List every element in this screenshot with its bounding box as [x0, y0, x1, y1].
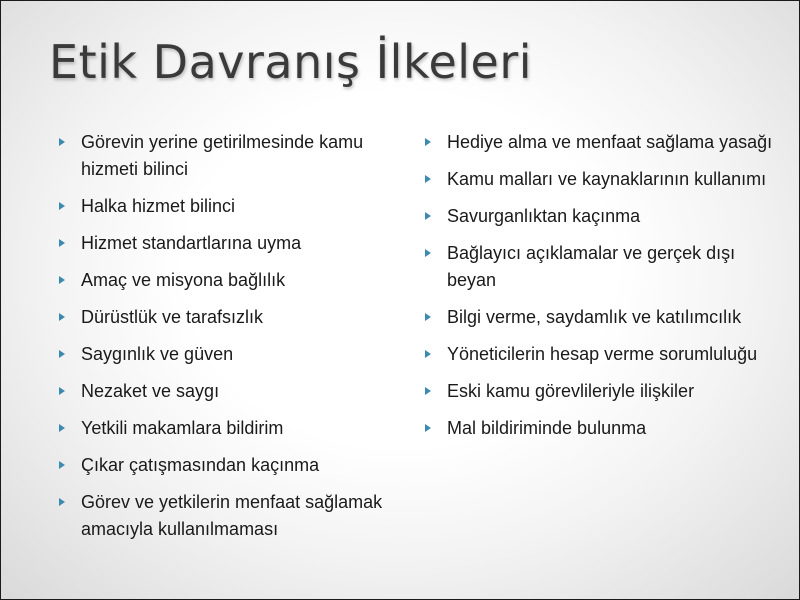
- list-item: [425, 341, 775, 368]
- triangle-bullet-icon: [59, 138, 65, 146]
- list-item: [425, 203, 775, 230]
- list-item: [425, 304, 775, 331]
- list-item-text: Nezaket ve saygı: [81, 381, 220, 401]
- list-item-text: Bilgi verme, saydamlık ve katılımcılık: [447, 307, 742, 327]
- triangle-bullet-icon: [425, 138, 431, 146]
- list-item: [59, 267, 389, 294]
- left-bullet-list: [59, 129, 389, 553]
- list-item-text: Hizmet standartlarına uyma: [81, 233, 302, 253]
- list-item: [59, 129, 389, 183]
- triangle-bullet-icon: [59, 424, 65, 432]
- triangle-bullet-icon: [59, 276, 65, 284]
- list-item-text: Görev ve yetkilerin menfaat sağlamak amacıyla kullanılmaması: [81, 492, 383, 539]
- list-item-text: Halka hizmet bilinci: [81, 196, 236, 216]
- list-item: [59, 193, 389, 220]
- list-item: [425, 240, 775, 294]
- list-item: [425, 129, 775, 156]
- list-item-text: Görevin yerine getirilmesinde kamu hizmeti bilinci: [81, 132, 364, 179]
- list-item: [425, 166, 775, 193]
- list-item-text: Saygınlık ve güven: [81, 344, 234, 364]
- list-item: [59, 341, 389, 368]
- triangle-bullet-icon: [59, 350, 65, 358]
- triangle-bullet-icon: [425, 212, 431, 220]
- list-item-text: Eski kamu görevlileriyle ilişkiler: [447, 381, 695, 401]
- list-item: [59, 230, 389, 257]
- triangle-bullet-icon: [425, 387, 431, 395]
- triangle-bullet-icon: [59, 387, 65, 395]
- list-item-text: Dürüstlük ve tarafsızlık: [81, 307, 264, 327]
- list-item-text: Bağlayıcı açıklamalar ve gerçek dışı beyan: [447, 243, 736, 290]
- triangle-bullet-icon: [59, 498, 65, 506]
- triangle-bullet-icon: [59, 239, 65, 247]
- triangle-bullet-icon: [425, 249, 431, 257]
- list-item: [59, 304, 389, 331]
- slide-title: Etik Davranış İlkeleri: [49, 35, 533, 89]
- list-item: [59, 378, 389, 405]
- list-item-text: Yetkili makamlara bildirim: [81, 418, 284, 438]
- list-item-text: Amaç ve misyona bağlılık: [81, 270, 286, 290]
- list-item-text: Mal bildiriminde bulunma: [447, 418, 647, 438]
- triangle-bullet-icon: [59, 313, 65, 321]
- triangle-bullet-icon: [425, 424, 431, 432]
- triangle-bullet-icon: [425, 350, 431, 358]
- triangle-bullet-icon: [425, 313, 431, 321]
- list-item: [59, 452, 389, 479]
- list-item: [425, 378, 775, 405]
- list-item-text: Savurganlıktan kaçınma: [447, 206, 641, 226]
- list-item: [59, 489, 389, 543]
- triangle-bullet-icon: [59, 202, 65, 210]
- list-item-text: Hediye alma ve menfaat sağlama yasağı: [447, 132, 773, 152]
- list-item: [425, 415, 775, 442]
- list-item: [59, 415, 389, 442]
- list-item-text: Kamu malları ve kaynaklarının kullanımı: [447, 169, 767, 189]
- right-bullet-list: [425, 129, 775, 452]
- list-item-text: Yöneticilerin hesap verme sorumluluğu: [447, 344, 758, 364]
- triangle-bullet-icon: [59, 461, 65, 469]
- list-item-text: Çıkar çatışmasından kaçınma: [81, 455, 320, 475]
- triangle-bullet-icon: [425, 175, 431, 183]
